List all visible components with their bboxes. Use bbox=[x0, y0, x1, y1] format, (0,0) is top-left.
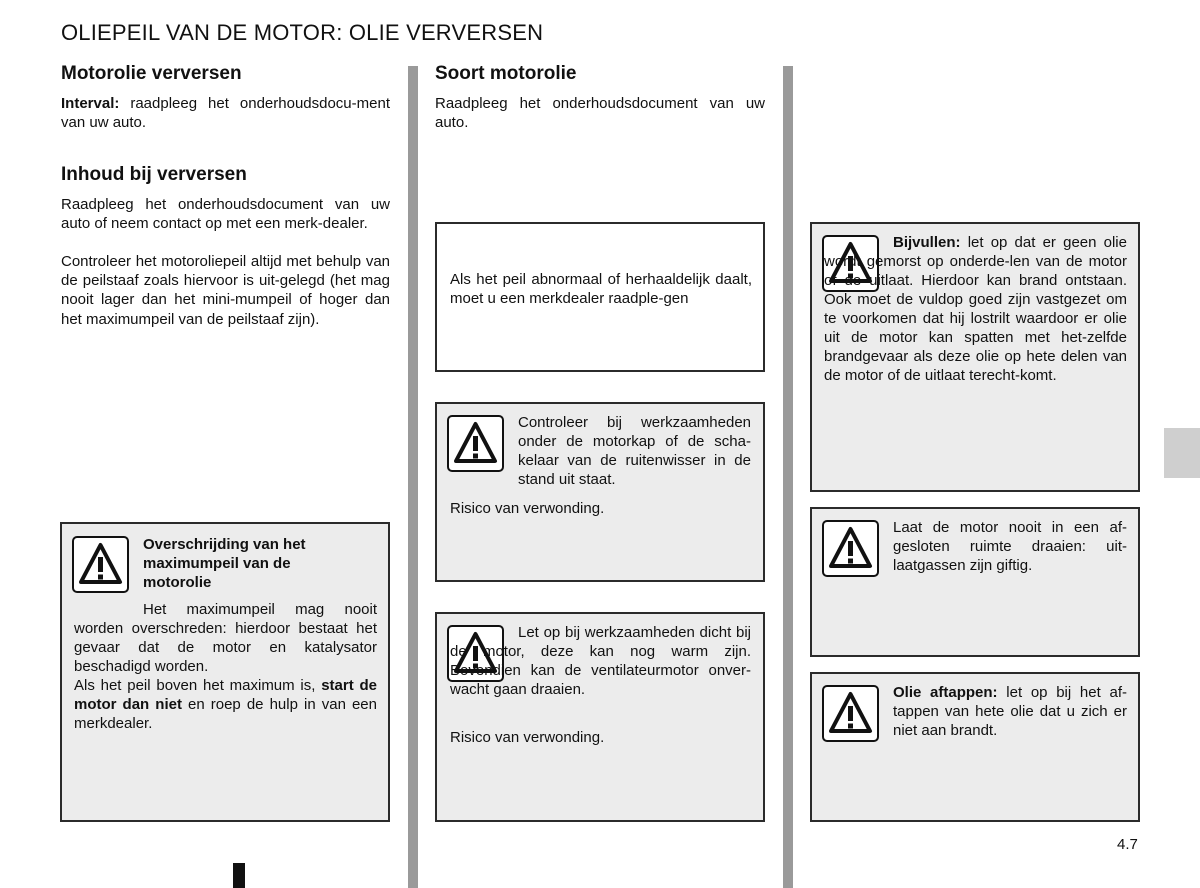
warning-text-2b: start de motor dan niet bbox=[74, 677, 377, 713]
note-box-oil-level bbox=[435, 222, 765, 372]
column-divider bbox=[408, 66, 418, 888]
section-heading-soort-motorolie: Soort motorolie bbox=[435, 63, 577, 84]
section-heading-inhoud: Inhoud bij verversen bbox=[61, 164, 247, 185]
page-number: 4.7 bbox=[1117, 836, 1138, 853]
warning-box-refill bbox=[810, 222, 1140, 492]
warning-triangle-icon bbox=[447, 415, 504, 472]
warning-triangle-icon bbox=[72, 536, 129, 593]
page-title: OLIEPEIL VAN DE MOTOR: OLIE VERVERSEN bbox=[61, 20, 544, 45]
warning-text-2c: en roep de hulp in van een merkdealer. bbox=[74, 696, 377, 732]
warning-triangle-icon bbox=[822, 520, 879, 577]
interval-text: raadpleeg het onderhoudsdocu-ment van uw auto. bbox=[61, 95, 390, 132]
chapter-tab bbox=[1164, 428, 1200, 478]
interval-paragraph bbox=[61, 94, 390, 132]
warning-text bbox=[893, 683, 1127, 740]
warning-box-drain bbox=[810, 672, 1140, 822]
warning-risk: Risico van verwonding. bbox=[450, 729, 605, 746]
warning-box-hot-engine bbox=[435, 612, 765, 822]
warning-label: Bijvullen: bbox=[893, 234, 961, 251]
interval-label: Interval: bbox=[61, 95, 120, 112]
section-heading-motorolie-verversen: Motorolie verversen bbox=[61, 63, 242, 84]
warning-label: Olie aftappen: bbox=[893, 684, 998, 701]
warning-risk: Risico van verwonding. bbox=[450, 500, 605, 517]
warning-text-2 bbox=[74, 676, 377, 733]
warning-text: Laat de motor nooit in een af-gesloten ruimte draaien: uit-laatgassen zijn giftig. bbox=[893, 519, 1127, 574]
black-marker bbox=[233, 863, 245, 888]
warning-triangle-icon bbox=[822, 685, 879, 742]
warning-text: Let op bij werkzaamheden dicht bij de motor, deze kan nog warm zijn. Bovendien kan de ventilateurmotor onver-wacht gaan draaien. bbox=[450, 624, 751, 698]
paragraph-inhoud-2: Controleer het motoroliepeil altijd met behulp van de peilstaaf zoals hiervoor is uit-gelegd (het mag nooit lager dan het mini-mumpeil of hoger dan het maximumpeil van de peilstaaf zijn). bbox=[61, 253, 390, 328]
warning-box-max-level bbox=[60, 522, 390, 822]
warning-body: let op bij het af-tappen van hete olie dat u zich er niet aan brandt. bbox=[893, 684, 1127, 739]
paragraph-inhoud-1: Raadpleeg het onderhoudsdocument van uw auto of neem contact op met een merk-dealer. bbox=[61, 196, 390, 233]
warning-text-2a: Als het peil boven het maximum is, bbox=[74, 677, 322, 694]
warning-body: let op dat er geen olie wordt gemorst op onderde-len van de motor of de uitlaat. Hierdoor kan brand ontstaan. Ook moet de vuldop goed zijn vastgezet om te voorkomen dat hij lostrilt waardoor er olie uit de motor kan spatten met het-zelfde brandgevaar als deze olie op hete delen van de motor of de uitlaat terecht-komt. bbox=[824, 234, 1127, 384]
warning-heading: Overschrijding van het maximumpeil van de motorolie bbox=[143, 536, 306, 591]
column-divider bbox=[783, 66, 793, 888]
warning-box-wiper bbox=[435, 402, 765, 582]
warning-text-1: Het maximumpeil mag nooit worden overschreden: hierdoor bestaat het gevaar dat de motor en katalysator beschadigd worden. bbox=[74, 601, 377, 675]
warning-text: Controleer bij werkzaamheden onder de motorkap of de scha-kelaar van de ruitenwisser in de stand uit staat. bbox=[518, 414, 751, 488]
paragraph-soort: Raadpleeg het onderhoudsdocument van uw auto. bbox=[435, 95, 765, 132]
warning-box-exhaust bbox=[810, 507, 1140, 657]
warning-text bbox=[824, 233, 1127, 385]
note-text: Als het peil abnormaal of herhaaldelijk daalt, moet u een merkdealer raadple-gen bbox=[450, 271, 752, 307]
